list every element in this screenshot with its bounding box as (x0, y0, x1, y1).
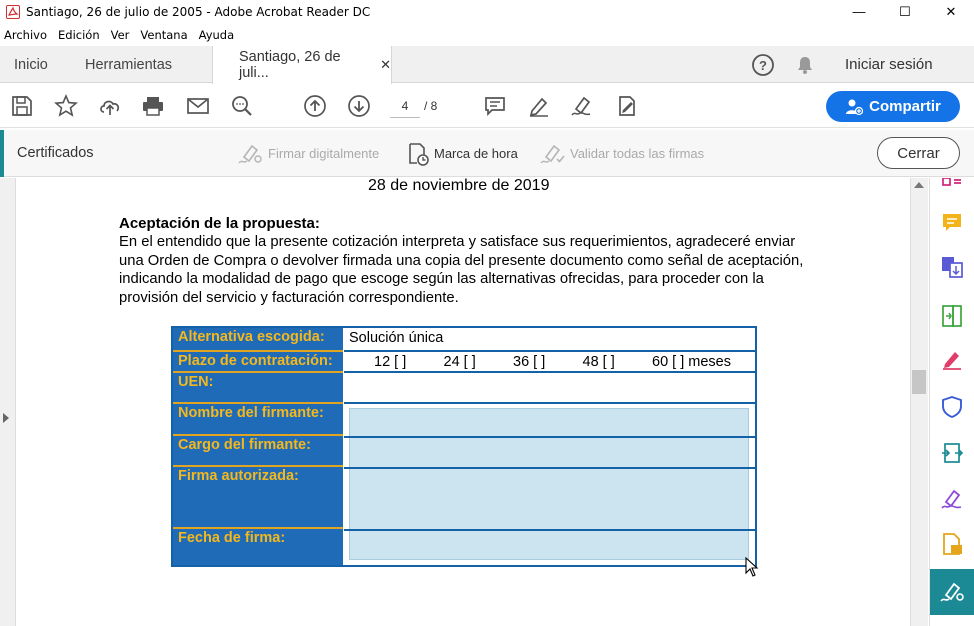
form-value-alternative: Solución única (344, 328, 755, 352)
add-user-icon (845, 98, 863, 116)
certificates-tool-icon (940, 580, 966, 604)
certificates-tool-active[interactable] (930, 569, 974, 615)
acrobat-logo-icon (6, 5, 20, 19)
scrollbar-thumb[interactable] (912, 370, 926, 394)
search-icon[interactable] (230, 94, 254, 118)
highlight-pen-icon[interactable] (527, 94, 551, 118)
notifications-button[interactable] (794, 46, 816, 83)
form-label-signer-name: Nombre del firmante: (173, 404, 343, 436)
document-scrollbar[interactable] (910, 178, 928, 626)
validate-signatures-icon (540, 142, 566, 166)
signin-link[interactable]: Iniciar sesión (845, 56, 933, 73)
form-row-divider (344, 529, 755, 531)
menu-bar (0, 25, 974, 45)
document-date: 28 de noviembre de 2019 (368, 177, 550, 194)
sign-digitally-label: Firmar digitalmente (268, 146, 380, 161)
cert-accent-bar (0, 130, 4, 177)
close-certificates-button[interactable]: Cerrar (877, 137, 960, 169)
fill-sign-icon[interactable] (615, 94, 639, 118)
organize-pages-icon[interactable] (940, 178, 964, 202)
form-value-uen (344, 373, 755, 404)
term-option-12: 12 [ ] (374, 354, 407, 370)
term-option-48: 48 [ ] (582, 354, 615, 370)
cloud-upload-icon[interactable] (98, 94, 122, 118)
sign-pen-icon[interactable] (570, 94, 594, 118)
next-page-icon[interactable] (347, 94, 371, 118)
help-icon (751, 53, 775, 77)
mouse-cursor-icon (745, 557, 759, 577)
protect-icon[interactable] (940, 395, 964, 419)
page-number-input[interactable]: 4 (390, 94, 420, 118)
comment-tool-icon[interactable] (940, 211, 964, 235)
certificates-toolbar (0, 130, 974, 177)
save-icon[interactable] (10, 94, 34, 118)
comment-icon[interactable] (483, 94, 507, 118)
term-option-24: 24 [ ] (443, 354, 476, 370)
tab-document[interactable] (212, 46, 392, 84)
menu-ayuda[interactable]: Ayuda (198, 28, 235, 42)
page-total: / 8 (424, 99, 438, 113)
print-icon[interactable] (141, 94, 165, 118)
export-tool-icon[interactable] (940, 441, 964, 465)
form-label-alternative: Alternativa escogida: (173, 328, 343, 352)
tab-close-icon[interactable]: ✕ (380, 57, 391, 72)
signature-fill-field[interactable] (349, 408, 749, 560)
menu-ventana[interactable]: Ventana (140, 28, 188, 42)
sign-digitally-icon (238, 142, 264, 166)
help-button[interactable] (751, 46, 775, 83)
tab-tools[interactable]: Herramientas (85, 56, 173, 73)
tab-document-label: Santiago, 26 de juli... (239, 49, 341, 81)
form-label-signature-date: Fecha de firma: (173, 529, 343, 565)
share-button[interactable] (826, 91, 960, 122)
share-label: Compartir (869, 98, 941, 115)
acceptance-form-table (171, 326, 757, 567)
timestamp-label: Marca de hora (434, 146, 518, 161)
timestamp-button[interactable] (406, 130, 518, 177)
previous-page-icon[interactable] (303, 94, 327, 118)
document-paragraph: En el entendido que la presente cotización interpreta y satisface sus requerimientos, agradeceré enviar una Orden de Compra o devolver firmada una copia del presente documento como señal de aceptación, indicando la modalidad de pago que escoge según las alternativas ofrecidas, para proceder con la provisión del servicio y facturación correspondiente. (119, 234, 804, 307)
window-title: Santiago, 26 de julio de 2005 - Adobe Acrobat Reader DC (26, 4, 371, 19)
form-label-signer-position: Cargo del firmante: (173, 436, 343, 467)
form-label-uen: UEN: (173, 373, 343, 404)
send-sign-icon[interactable] (940, 487, 964, 511)
tab-bar (0, 46, 974, 83)
term-option-36: 36 [ ] (513, 354, 546, 370)
minimize-button[interactable]: — (852, 4, 866, 19)
tab-home[interactable]: Inicio (14, 56, 48, 73)
title-bar (0, 0, 974, 23)
expand-left-panel-icon[interactable] (3, 413, 9, 423)
export-pdf-icon[interactable] (940, 255, 964, 279)
form-value-term (344, 352, 755, 373)
star-icon[interactable] (54, 94, 78, 118)
scroll-up-icon[interactable] (914, 182, 924, 188)
sign-digitally-button[interactable] (238, 130, 379, 177)
fill-sign-tool-icon[interactable] (940, 347, 964, 371)
form-label-term: Plazo de contratación: (173, 352, 343, 373)
term-option-60: 60 [ ] meses (652, 354, 731, 370)
window-controls (836, 0, 974, 23)
validate-signatures-label: Validar todas las firmas (570, 146, 705, 161)
left-panel-toggle[interactable] (0, 178, 16, 626)
compress-icon[interactable] (940, 304, 964, 328)
svg-text:?: ? (759, 57, 767, 73)
tools-sidebar (929, 178, 974, 626)
form-row-divider (344, 467, 755, 469)
close-window-button[interactable]: ✕ (945, 3, 957, 19)
bell-icon (794, 54, 816, 76)
document-heading: Aceptación de la propuesta: (119, 215, 320, 232)
menu-ver[interactable]: Ver (110, 28, 130, 42)
form-row-divider (344, 436, 755, 438)
form-label-authorized-signature: Firma autorizada: (173, 467, 343, 529)
more-tools-icon[interactable] (940, 532, 964, 556)
email-icon[interactable] (186, 94, 210, 118)
timestamp-icon (406, 142, 430, 166)
menu-edicion[interactable]: Edición (58, 28, 100, 42)
menu-archivo[interactable]: Archivo (4, 28, 47, 42)
cert-title: Certificados (17, 145, 94, 161)
maximize-button[interactable]: ☐ (899, 3, 911, 19)
validate-signatures-button[interactable] (540, 130, 704, 177)
